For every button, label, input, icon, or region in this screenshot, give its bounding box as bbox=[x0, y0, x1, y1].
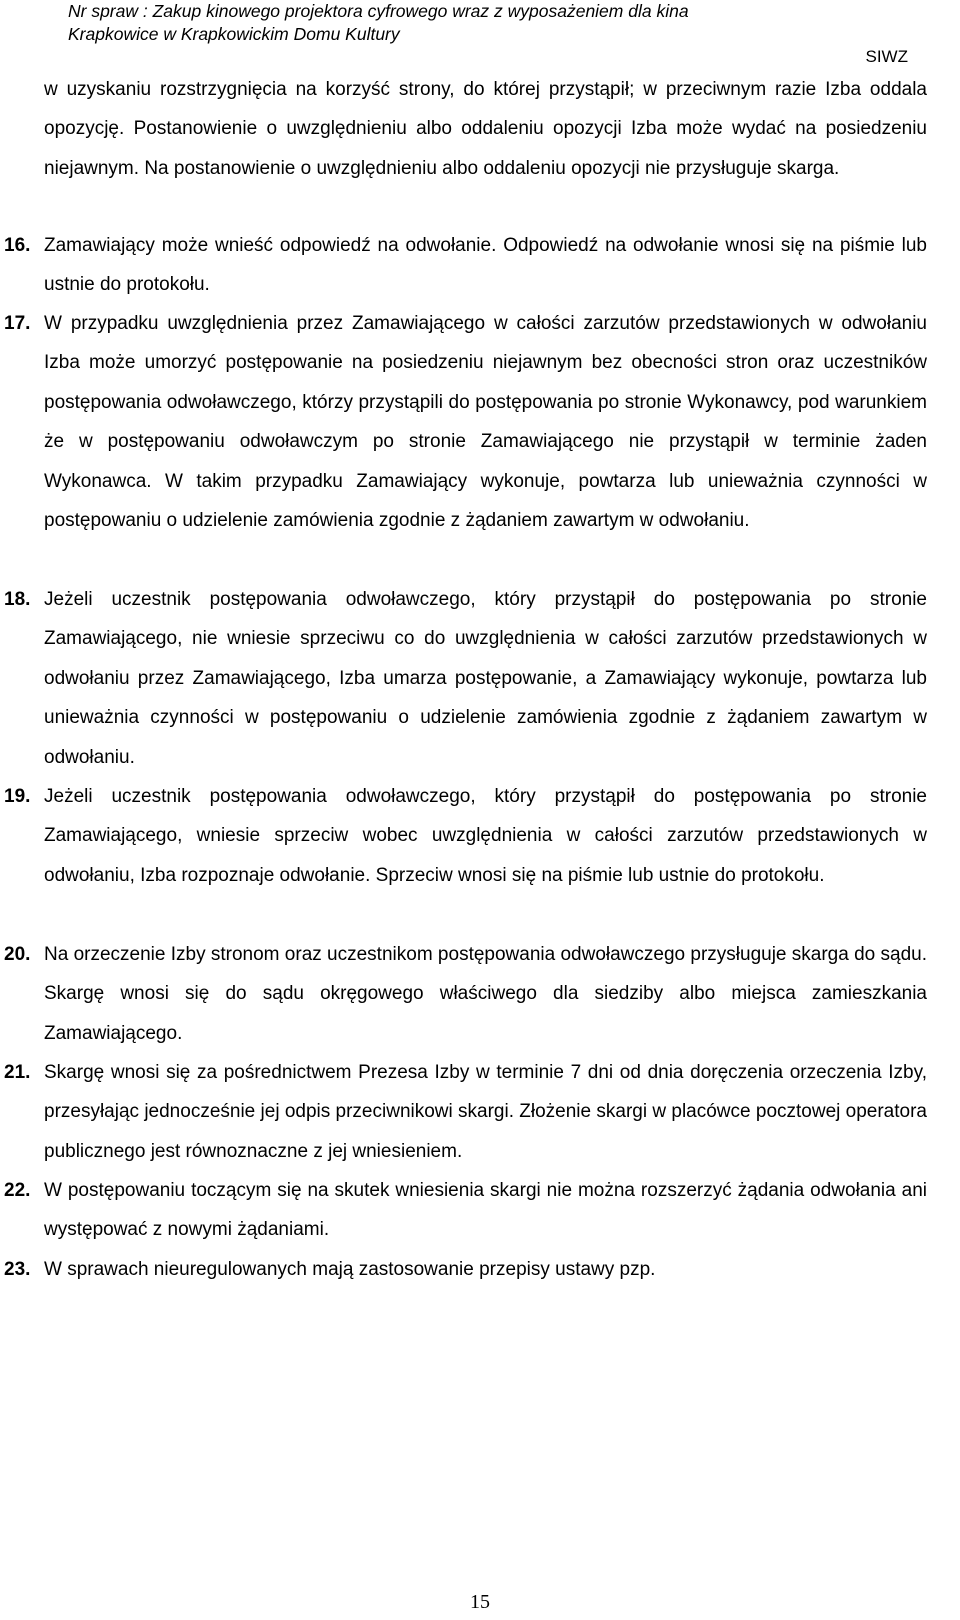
item-text: Zamawiający może wnieść odpowiedź na odwołanie. Odpowiedź na odwołanie wnosi się na piśmie lub ustnie do protokołu. bbox=[44, 235, 927, 296]
item-text: W sprawach nieuregulowanych mają zastosowanie przepisy ustawy pzp. bbox=[44, 1259, 656, 1280]
item-text: Jeżeli uczestnik postępowania odwoławczego, który przystąpił do postępowania po stronie Zamawiającego, wniesie sprzeciw wobec uwzględnienia w całości zarzutów przedstawionych w odwołaniu, Izba rozpoznaje odwołanie. Sprzeciw wnosi się na piśmie lub ustnie do protokołu. bbox=[44, 786, 927, 886]
item-text: Jeżeli uczestnik postępowania odwoławczego, który przystąpił do postępowania po stronie Zamawiającego, nie wniesie sprzeciwu co do uwzględnienia w całości zarzutów przedstawionych w odwołaniu przez Zamawiającego, Izba umarza postępowanie, a Zamawiający wykonuje, powtarza lub unieważnia czynności w postępowaniu o udzielenie zamówienia zgodnie z żądaniem zawartym w odwołaniu. bbox=[44, 589, 927, 768]
item-text: W postępowaniu toczącym się na skutek wniesienia skargi nie można rozszerzyć żądania odwołania ani występować z nowymi żądaniami. bbox=[44, 1180, 927, 1241]
item-text: W przypadku uwzględnienia przez Zamawiającego w całości zarzutów przedstawionych w odwołaniu Izba może umorzyć postępowanie na posiedzeniu niejawnym bez obecności stron oraz uczestników postępowania odwoławczego, którzy przystąpili do postępowania po stronie Wykonawcy, pod warunkiem że w postępowaniu odwoławczym po stronie Zamawiającego nie przystąpił w terminie żaden Wykonawca. W takim przypadku Zamawiający wykonuje, powtarza lub unieważnia czynności w postępowaniu o udzielenie zamówienia zgodnie z żądaniem zawartym w odwołaniu. bbox=[44, 313, 927, 532]
header-siwz-label: SIWZ bbox=[865, 47, 908, 66]
item-text: Na orzeczenie Izby stronom oraz uczestnikom postępowania odwoławczego przysługuje skarga do sądu. Skargę wnosi się do sądu okręgowego właściwego dla siedziby albo miejsca zamieszkania Zamawiającego. bbox=[44, 944, 927, 1044]
item-number: 16. bbox=[4, 235, 31, 256]
header-title-line-2: Krapkowice w Krapkowickim Domu Kultury bbox=[68, 24, 400, 44]
intro-paragraph: w uzyskaniu rozstrzygnięcia na korzyść strony, do której przystąpił; w przeciwnym razie Izba oddala opozycję. Postanowienie o uwzględnieniu albo oddaleniu opozycji Izba może wydać na posiedzeniu niejawnym. Na postanowienie o uwzględnieniu albo oddaleniu opozycji nie przysługuje skarga. bbox=[44, 79, 927, 179]
item-number: 23. bbox=[4, 1259, 31, 1280]
header-title-line-1: Nr spraw : Zakup kinowego projektora cyfrowego wraz z wyposażeniem dla kina bbox=[68, 1, 689, 21]
item-number: 19. bbox=[4, 786, 31, 807]
item-number: 22. bbox=[4, 1180, 31, 1201]
page-number: 15 bbox=[470, 1591, 490, 1613]
item-number: 17. bbox=[4, 313, 31, 334]
item-number: 20. bbox=[4, 944, 31, 965]
item-text: Skargę wnosi się za pośrednictwem Prezesa Izby w terminie 7 dni od dnia doręczenia orzeczenia Izby, przesyłając jednocześnie jej odpis przeciwnikowi skargi. Złożenie skargi w placówce pocztowej operatora publicznego jest równoznaczne z jej wniesieniem. bbox=[44, 1062, 927, 1162]
item-number: 21. bbox=[4, 1062, 31, 1083]
item-number: 18. bbox=[4, 589, 31, 610]
